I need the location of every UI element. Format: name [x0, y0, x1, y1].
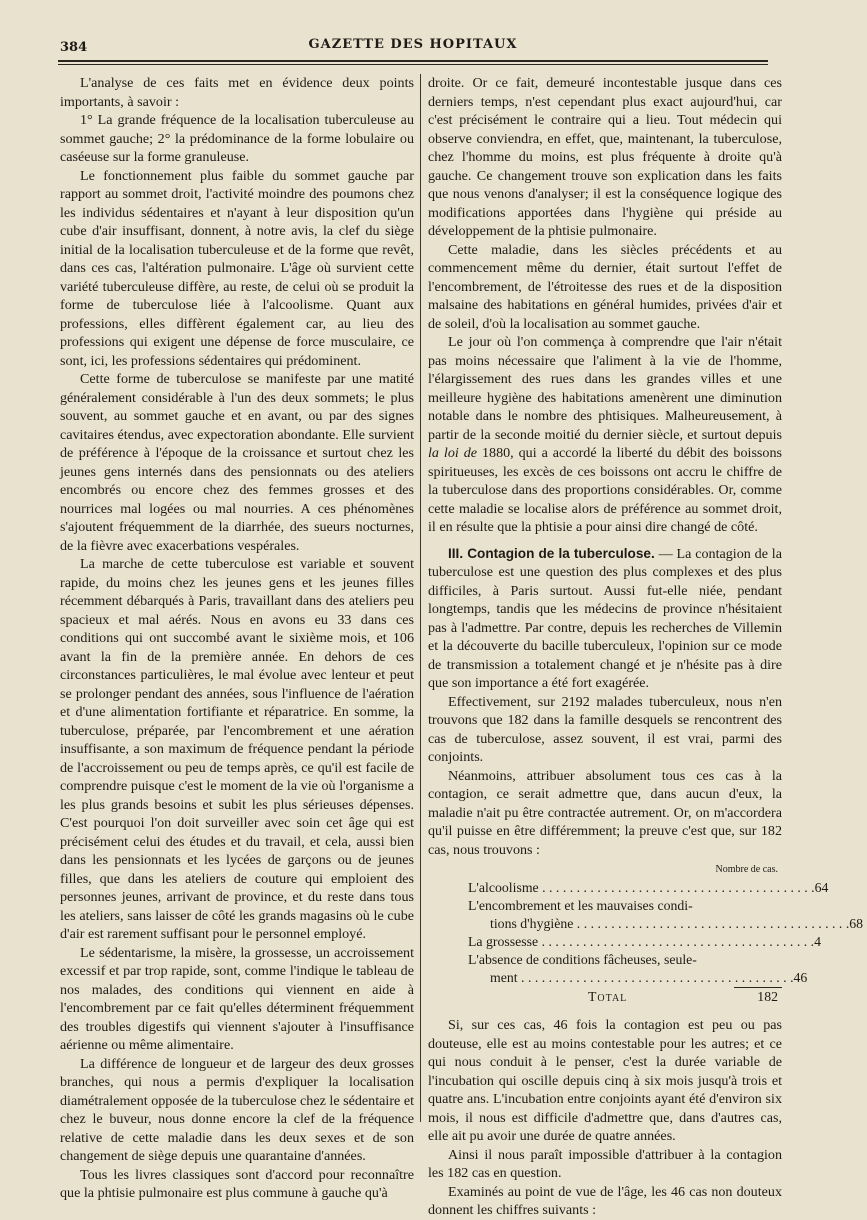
dot-leader: . . . . . . . . . . . . . . . . . . . . . . . . . . . . . . . . . . . . . . . .: [573, 916, 850, 931]
text-run: Le jour où l'on commença à comprendre que l'air n'était pas moins nécessaire que l'aliment à la vie de l'homme, l'élargissement des rues dans les grandes villes et une meilleure hygiène des habitations amenèrent une diminution notable dans le nombre des phtisiques. Malheureusement, à partir de la seconde moitié du dernier siècle, et surtout depuis: [428, 334, 782, 443]
table-row: [468, 933, 821, 951]
header-rule-thin: [58, 64, 768, 65]
total-label: Total: [588, 989, 628, 1004]
paragraph: La marche de cette tuberculose est variable et souvent rapide, du moins chez les jeunes gens et les jeunes filles récemment débarqués à Paris, travaillant dans des ateliers peu spacieux et mal aérés. Nous en avons eu 33 dans ces conditions qui ont succombé avant le sixième mois, et 106 avant la fin de la première année. En dehors de ces circonstances particulières, le mal évolue avec lenteur et peut se prolonger pendant des années, sous l'influence de l'aération et d'une alimentation fortifiante et réparatrice. En somme, la tuberculose, préparée, par l'encombrement et une aération insuffisante, a son maximum de fréquence pendant la période de l'accroissement ou peu de temps après, ce qu'il est facile de comprendre puisque c'est le moment de la vie où l'organisme a les plus grands besoins et subit les plus sérieuses dépenses. C'est pourquoi l'on doit surveiller avec soin cet âge qui est précisément celui des études et du travail, et cela, aussi bien dans les pensionnats et les lycées de garçons ou de jeunes filles, que dans les ateliers de couture qui emploient des personnes jeunes, arrivant de province, et du reste dans tous les ateliers, sans laisser de côté les grands magasins où le cube d'air est rarement suffisant pour le personnel employé.: [60, 556, 414, 942]
paragraph: La différence de longueur et de largeur des deux grosses branches, qui nous a permis d'expliquer la localisation diamétralement opposée de la tuberculose chez le sédentaire et chez le buveur, nous donne encore la clef de la fréquence relative de cette maladie dans les deux sexes et de son changement de siège depuis une quarantaine d'années.: [60, 1055, 414, 1164]
paragraph: [428, 333, 782, 537]
text-run: — La contagion de la tuberculose est une question des plus complexes et des plus difficiles, à Paris surtout. Aussi fut-elle niée, pendant longtemps, tandis que les médecins de province n'hésitaient pas à l'admettre. Par contre, depuis les recherches de Villemin et la découverte du bacille tuberculeux, l'opinion sur ce mode de transmission a totalement changé et je n'hésite pas à dire que son importance a été fort exagérée.: [428, 545, 782, 691]
total-value: 182: [734, 987, 782, 1006]
stat-label: L'alcoolisme . . . . . . . . . . . . . . . . . . . . . . . . . . . . . . . . . . . . . . . .: [468, 880, 815, 895]
paragraph: Si, sur ces cas, 46 fois la contagion est peu ou pas douteuse, elle est au moins contestable pour les autres; et ce qui nous conduit à le penser, c'est la durée variable de l'incubation qui oscille depuis cinq à six mois jusqu'à trois et quatre ans. L'incubation entre conjoints ayant été d'environ six mois, il nous est difficile d'admettre que, dans d'autres cas, elle ait pu avoir une durée de quatre années.: [428, 1017, 782, 1144]
section-heading: III. Contagion de la tuberculose.: [448, 545, 655, 561]
stat-value: 64: [814, 880, 829, 895]
statistics-table: [468, 861, 864, 1006]
column-divider: [420, 74, 421, 1122]
paragraph: droite. Or ce fait, demeuré incontestable jusque dans ces derniers temps, n'est cependant plus exact aujourd'hui, car c'est précisément le contraire qui a lieu. Tout médecin qui observe conviendra, en effet, que, maintenant, la tuberculose, chez l'homme du moins, est plus fréquente à droite qu'à gauche. Ce changement trouve son explication dans les faits que nous venons d'analyser; il est la conséquence logique des modifications apportées dans l'hygiène qui préside au développement de la phtisie pulmonaire.: [428, 75, 782, 239]
paragraph: [428, 545, 782, 693]
stats-column-header: Nombre de cas.: [715, 864, 778, 875]
paragraph: Néanmoins, attribuer absolument tous ces cas à la contagion, ce serait admettre que, dans aucun d'eux, la maladie n'ait pu être contractée autrement. Or, on m'accordera qu'il puisse en être différemment; la preuve c'est que, sur 182 cas, nous trouvons :: [428, 767, 782, 858]
law-reference: la loi de: [428, 445, 478, 461]
paragraph: Examinés au point de vue de l'âge, les 46 cas non douteux donnent les chiffres suivants :: [428, 1183, 782, 1218]
header-rule: [58, 60, 768, 62]
page-header: [58, 30, 768, 60]
paragraph: Tous les livres classiques sont d'accord pour reconnaître que la phtisie pulmonaire est plus commune à gauche qu'à: [60, 1166, 414, 1201]
stat-label: L'absence de conditions fâcheuses, seule-: [468, 952, 697, 967]
paragraph: Ainsi il nous paraît impossible d'attribuer à la contagion les 182 cas en question.: [428, 1146, 782, 1181]
paragraph: Cette maladie, dans les siècles précédents et au commencement même du dernier, était surtout l'effet de l'encombrement, de l'étroitesse des rues et de la disposition malsaine des habitations en général humides, privées d'air et de soleil, d'où la localisation au sommet gauche.: [428, 241, 782, 332]
paragraph: 1° La grande fréquence de la localisation tuberculeuse au sommet gauche; 2° la prédominance de la forme lobulaire ou caséeuse sur la forme granuleuse.: [60, 112, 414, 165]
paragraph: Effectivement, sur 2192 malades tuberculeux, nous n'en trouvons que 182 dans la famille desquels se rencontrent des cas de tuberculose, assez souvent, il est vrai, parmi des conjoints.: [428, 693, 782, 765]
stat-value: 46: [793, 970, 808, 985]
journal-title: GAZETTE DES HOPITAUX: [308, 37, 518, 52]
table-row: [468, 915, 864, 933]
table-row: [468, 879, 829, 897]
total-row: [468, 987, 782, 1006]
page-number: 384: [60, 40, 88, 55]
stat-value: 68: [849, 916, 864, 931]
stat-label: ment . . . . . . . . . . . . . . . . . . . . . . . . . . . . . . . . . . . . . . . .: [490, 970, 794, 985]
stat-label: L'encombrement et les mauvaises condi-: [468, 898, 693, 913]
paragraph: L'analyse de ces faits met en évidence deux points importants, à savoir :: [60, 75, 414, 110]
stat-label: La grossesse . . . . . . . . . . . . . . . . . . . . . . . . . . . . . . . . . . . . . . . .: [468, 934, 815, 949]
paragraph: Le fonctionnement plus faible du sommet gauche par rapport au sommet droit, l'activité moindre des poumons chez les individus sédentaires et n'ayant à leur disposition qu'un cube d'air insuffisant, donnent, à notre avis, la clef du siège initial de la localisation tuberculeuse et de la forme que revêt, dans ces cas, l'altération pulmonaire. L'âge où survient cette variété tuberculeuse diffère, au reste, de celui où se produit la forme de tuberculose liée à l'alcoolisme. Quant aux professions, elles diffèrent également car, au lieu des professions qui exigent une dépense de force musculaire, ce sont, ici, les professions sédentaires qui prédominent.: [60, 167, 414, 369]
text-run: 1880, qui a accordé la liberté du débit des boissons spiritueuses, les excès de ces boissons ont accru le chiffre de la tuberculose dans des proportions considérables. Or, comme cette maladie se localise alors de préférence au sommet droit, il en résulte que la phtisie a pour ainsi dire changé de côté.: [428, 445, 782, 535]
table-row: [468, 951, 782, 969]
dot-leader: . . . . . . . . . . . . . . . . . . . . . . . . . . . . . . . . . . . . . . . .: [538, 934, 815, 949]
left-column: [60, 74, 414, 1201]
paragraph: Le sédentarisme, la misère, la grossesse, un accroissement excessif et par trop rapide, sont, comme l'indique le tableau de nos malades, des conditions qui viennent en aide à l'encombrement par ce fait qu'elles déterminent fréquemment des troubles digestifs qui viennent s'ajouter à l'insuffisance aérienne ou même alimentaire.: [60, 944, 414, 1053]
dot-leader: . . . . . . . . . . . . . . . . . . . . . . . . . . . . . . . . . . . . . . . .: [538, 880, 815, 895]
table-row: [468, 969, 808, 987]
table-row: [468, 897, 782, 915]
stat-value: 4: [814, 934, 821, 949]
paragraph: Cette forme de tuberculose se manifeste par une matité généralement considérable à l'un des deux sommets; le plus souvent, au sommet gauche et en avant, ou par des signes cavitaires étendus, avec expectoration abondante. Elle survient de préférence à l'époque de la croissance et surtout chez les jeunes gens internés dans des pensionnats ou des ateliers encombrés ou encore chez des femmes grosses et des nourrices mal logées ou mal nourries. A ces phénomènes s'ajoutent fréquemment de la diarrhée, des sueurs nocturnes, de la fièvre avec exacerbations vespérales.: [60, 371, 414, 554]
right-column: [428, 74, 864, 1218]
stat-label: tions d'hygiène . . . . . . . . . . . . . . . . . . . . . . . . . . . . . . . . . . . . . . . .: [490, 916, 850, 931]
dot-leader: . . . . . . . . . . . . . . . . . . . . . . . . . . . . . . . . . . . . . . . .: [517, 970, 794, 985]
